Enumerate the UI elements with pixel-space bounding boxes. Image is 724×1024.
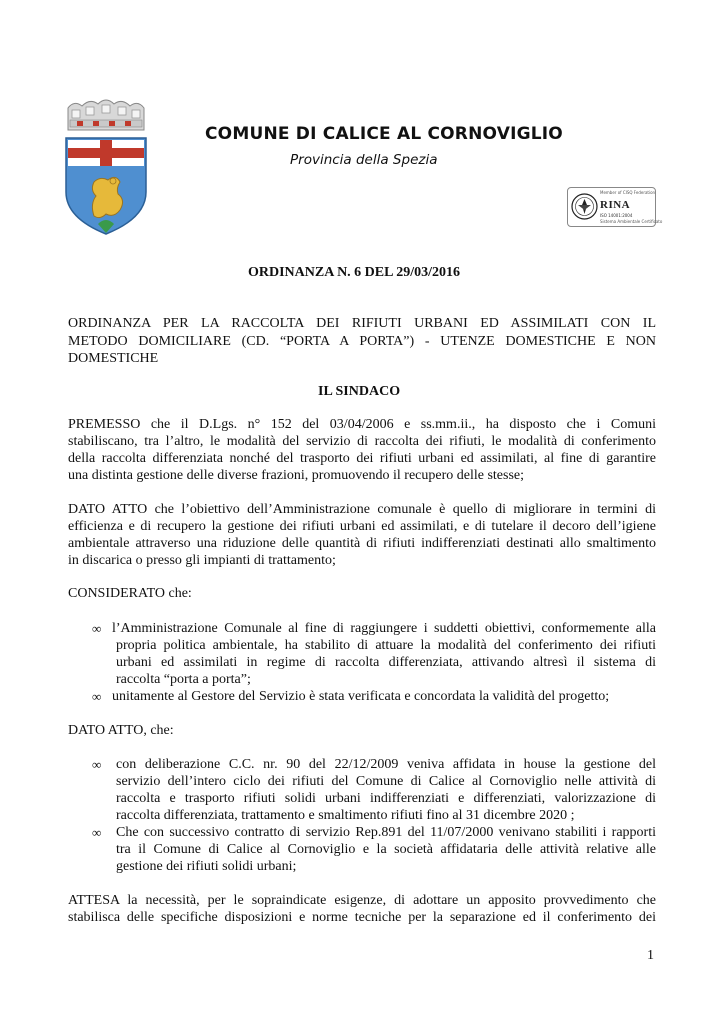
infinity-bullet-icon: ∞ <box>92 825 102 840</box>
list-item-line: raccolta e trasporto rifiuti solidi urbani indifferenziati e differenziati, valorizzazione di <box>116 791 656 806</box>
infinity-bullet-icon: ∞ <box>92 757 102 772</box>
ordinance-title: ORDINANZA N. 6 DEL 29/03/2016 <box>248 265 460 280</box>
province-name: Provincia della Spezia <box>290 152 438 168</box>
list-item-line: raccolta “porta a porta”; <box>116 672 251 687</box>
paragraph-line: in discarica o presso gli impianti di trattamento; <box>68 553 336 568</box>
list-item-line: urbani ed assimilati in regime di raccolta differenziata, attivando altresì il sistema di <box>116 655 656 670</box>
list-item-line: gestione dei rifiuti solidi urbani; <box>116 859 297 874</box>
municipality-name: COMUNE DI CALICE AL CORNOVIGLIO <box>205 124 563 144</box>
rina-iso-text: ISO 14001:2004 <box>600 213 633 218</box>
paragraph-line: ATTESA la necessità, per le sopraindicate esigenze, di adottare un apposito provvedimento che <box>68 893 656 908</box>
list-item-line: l’Amministrazione Comunale al fine di raggiungere i suddetti obiettivi, conformemente alla <box>112 621 656 636</box>
paragraph-line: efficienza e di recupero la gestione dei rifiuti urbani ed assimilati, e di tutelare il decoro dell’igiene <box>68 519 656 534</box>
paragraph-line: CONSIDERATO che: <box>68 586 192 601</box>
list-item-line: unitamente al Gestore del Servizio è stata verificata e concordata la validità del progetto; <box>112 689 610 704</box>
section-heading: IL SINDACO <box>318 384 401 399</box>
rina-system-text: Sistema Ambientale Certificato <box>600 219 663 224</box>
list-item-line: servizio dell’intero ciclo dei rifiuti del Comune di Calice al Cornoviglio nelle attività di <box>116 774 656 789</box>
subject-line: DOMESTICHE <box>68 351 159 366</box>
paragraph-line: stabilisca delle specifiche disposizioni e norme tecniche per la separazione ed il conferimento dei <box>68 910 656 925</box>
paragraph-line: della raccolta differenziata nonché del trasporto dei rifiuti urbani ed assimilati, al fine di garantire <box>68 451 656 466</box>
paragraph-line: una distinta gestione delle diverse frazioni, promuovendo il recupero delle stesse; <box>68 468 525 483</box>
list-item-line: raccolta differenziata, trattamento e smaltimento rifiuti fino al 31 dicembre 2020 ; <box>116 808 575 823</box>
coat-of-arms-icon <box>60 96 152 238</box>
list-item-line: con deliberazione C.C. nr. 90 del 22/12/2009 veniva affidata in house la gestione del <box>116 757 656 772</box>
infinity-bullet-icon: ∞ <box>92 689 102 704</box>
rina-member-text: Member of CISQ Federation <box>600 190 656 195</box>
list-item-line: Che con successivo contratto di servizio Rep.891 del 11/07/2000 venivano stabiliti i rapporti <box>116 825 656 840</box>
certification-badge <box>567 187 663 227</box>
rina-brand: RINA <box>600 199 631 211</box>
paragraph-line: DATO ATTO, che: <box>68 723 174 738</box>
rina-seal-icon <box>571 193 598 220</box>
subject-line: METODO DOMICILIARE (CD. “PORTA A PORTA”) - UTENZE DOMESTICHE E NON <box>68 334 656 349</box>
paragraph-line: PREMESSO che il D.Lgs. n° 152 del 03/04/2006 e ss.mm.ii., ha disposto che i Comuni <box>68 417 656 432</box>
paragraph-line: stabiliscano, tra l’altro, le modalità del servizio di raccolta dei rifiuti, le modalità di conferimento <box>68 434 656 449</box>
paragraph-line: DATO ATTO che l’obiettivo dell’Amministrazione comunale è quello di migliorare in termini di <box>68 502 656 517</box>
page-number: 1 <box>647 948 654 963</box>
list-item-line: tra il Comune di Calice al Cornoviglio e la società affidataria delle attività relative alle <box>116 842 656 857</box>
list-item-line: propria politica ambientale, ha stabilito di attuare la modalità del conferimento dei rifiuti <box>116 638 656 653</box>
paragraph-line: ambientale attraverso una riduzione delle quantità di rifiuti indifferenziati destinati allo smaltimento <box>68 536 656 551</box>
infinity-bullet-icon: ∞ <box>92 621 102 636</box>
subject-line: ORDINANZA PER LA RACCOLTA DEI RIFIUTI URBANI ED ASSIMILATI CON IL <box>68 316 656 331</box>
